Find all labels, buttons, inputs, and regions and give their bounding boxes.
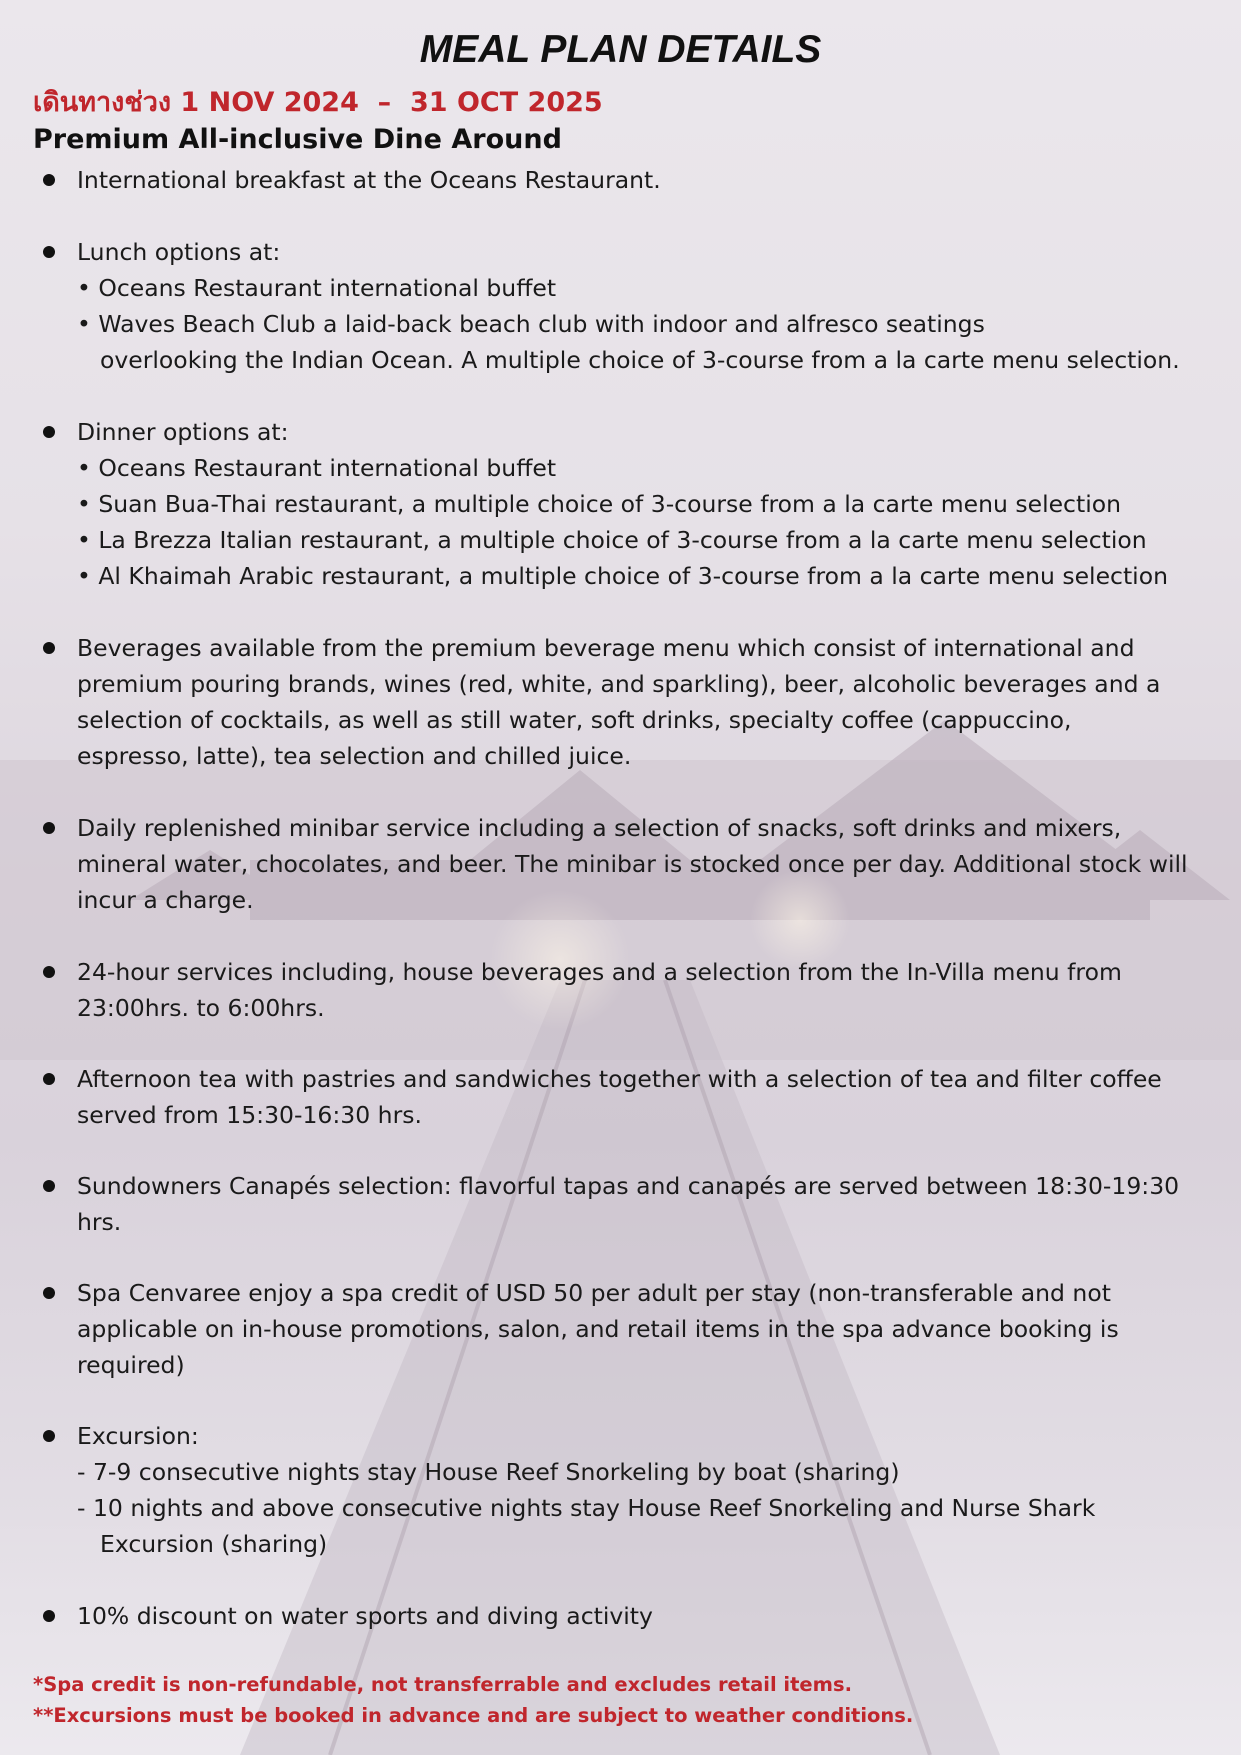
footnote-spa: *Spa credit is non-refundable, not transferrable and excludes retail items. — [33, 1673, 852, 1696]
item-text: espresso, latte), tea selection and chilled juice. — [77, 742, 632, 770]
item-text: Excursion: — [77, 1422, 199, 1450]
item-text: Beverages available from the premium beverage menu which consist of international and — [77, 634, 1135, 662]
sub-item-text: • La Brezza Italian restaurant, a multiple choice of 3-course from a la carte menu selection — [77, 526, 1147, 554]
bullet-icon — [43, 642, 55, 654]
bullet-icon — [43, 174, 55, 186]
bullet-icon — [43, 822, 55, 834]
sub-item-text: • Suan Bua-Thai restaurant, a multiple choice of 3-course from a la carte menu selection — [77, 490, 1121, 518]
item-text: premium pouring brands, wines (red, white, and sparkling), beer, alcoholic beverages and a — [77, 670, 1161, 698]
bullet-icon — [43, 1610, 55, 1622]
item-text: Lunch options at: — [77, 238, 281, 266]
item-text: Daily replenished minibar service including a selection of snacks, soft drinks and mixers, — [77, 814, 1122, 842]
travel-period: เดินทางช่วง 1 NOV 2024 – 31 OCT 2025 — [33, 87, 603, 118]
sub-item-text: overlooking the Indian Ocean. A multiple choice of 3-course from a la carte menu selection. — [100, 346, 1180, 374]
bullet-icon — [43, 1430, 55, 1442]
item-text: Sundowners Canapés selection: flavorful tapas and canapés are served between 18:30-19:30 — [77, 1172, 1180, 1200]
item-text: 10% discount on water sports and diving activity — [77, 1602, 653, 1630]
item-text: Afternoon tea with pastries and sandwiches together with a selection of tea and filter coffee — [77, 1065, 1162, 1093]
item-text: 24-hour services including, house beverages and a selection from the In-Villa menu from — [77, 958, 1122, 986]
item-text: Spa Cenvaree enjoy a spa credit of USD 50 per adult per stay (non-transferable and not — [77, 1279, 1111, 1307]
bullet-icon — [43, 966, 55, 978]
item-text: incur a charge. — [77, 886, 254, 914]
sub-item-text: • Oceans Restaurant international buffet — [77, 274, 557, 302]
item-text: International breakfast at the Oceans Restaurant. — [77, 166, 661, 194]
bullet-icon — [43, 1287, 55, 1299]
item-text: mineral water, chocolates, and beer. The minibar is stocked once per day. Additional stock will — [77, 850, 1188, 878]
sub-item-text: - 7-9 consecutive nights stay House Reef Snorkeling by boat (sharing) — [77, 1458, 900, 1486]
sub-item-text: • Oceans Restaurant international buffet — [77, 454, 557, 482]
item-text: served from 15:30-16:30 hrs. — [77, 1101, 422, 1129]
sub-item-text: • Al Khaimah Arabic restaurant, a multiple choice of 3-course from a la carte menu selection — [77, 562, 1168, 590]
item-text: applicable on in-house promotions, salon, and retail items in the spa advance booking is — [77, 1315, 1119, 1343]
item-text: 23:00hrs. to 6:00hrs. — [77, 994, 325, 1022]
item-text: required) — [77, 1351, 185, 1379]
sub-item-text: Excursion (sharing) — [100, 1530, 328, 1558]
bullet-icon — [43, 1073, 55, 1085]
item-text: selection of cocktails, as well as still water, soft drinks, specialty coffee (cappuccino, — [77, 706, 1072, 734]
sub-item-text: • Waves Beach Club a laid-back beach club with indoor and alfresco seatings — [77, 310, 985, 338]
page-title: MEAL PLAN DETAILS — [419, 28, 822, 71]
sub-item-text: - 10 nights and above consecutive nights stay House Reef Snorkeling and Nurse Shark — [77, 1494, 1096, 1522]
bullet-icon — [43, 426, 55, 438]
bullet-icon — [43, 246, 55, 258]
item-text: hrs. — [77, 1208, 122, 1236]
footnote-excursion: **Excursions must be booked in advance and are subject to weather conditions. — [33, 1704, 914, 1727]
plan-name: Premium All-inclusive Dine Around — [33, 124, 562, 155]
bullet-icon — [43, 1180, 55, 1192]
item-text: Dinner options at: — [77, 418, 289, 446]
